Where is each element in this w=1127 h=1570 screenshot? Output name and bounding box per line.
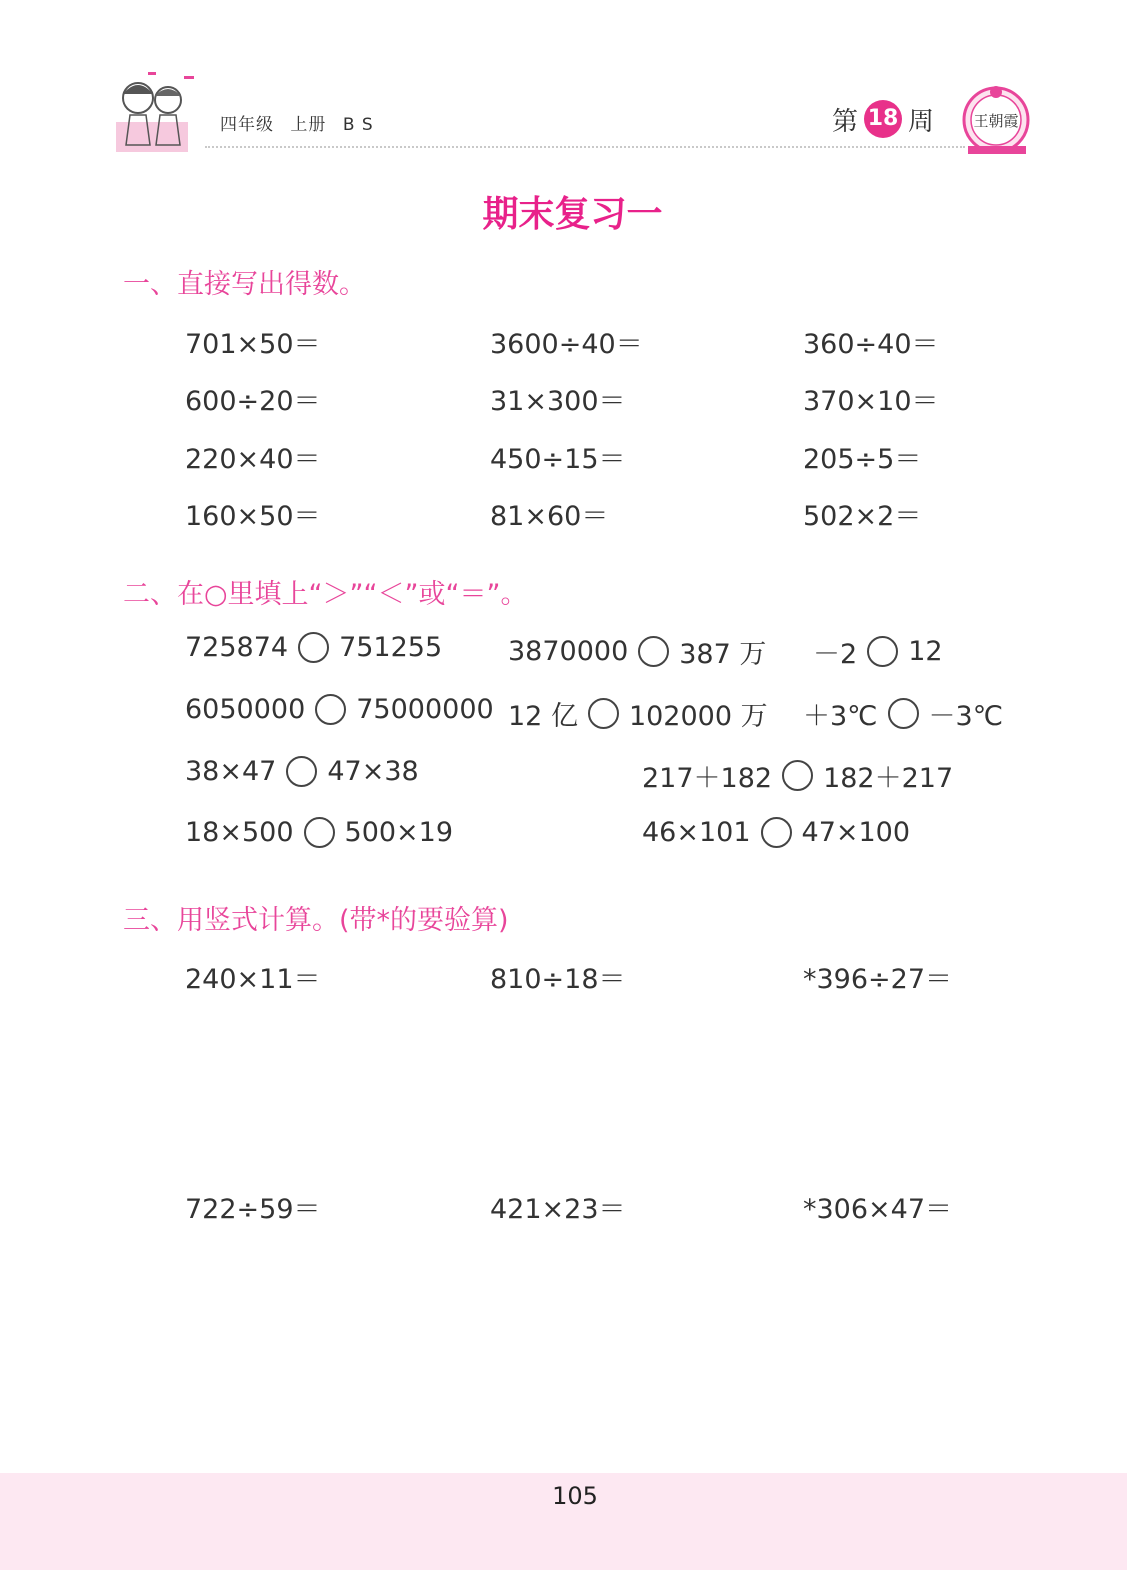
compare-right: －3℃ [928,701,1004,732]
week-indicator [832,100,934,138]
answer-circle[interactable] [286,756,317,787]
grade-info [220,110,384,135]
compare-item-8 [642,756,953,795]
week-prefix: 第 [832,106,859,137]
s3-item-r2c1: 722÷59＝ [185,1194,321,1225]
compare-item-7 [185,756,419,787]
answer-circle[interactable] [588,698,619,729]
compare-right: 47×100 [801,817,911,848]
brand-seal-logo [960,80,1035,158]
s1-item-r4c1: 160×50＝ [185,501,321,532]
s1-item-r1c1: 701×50＝ [185,329,321,360]
s1-item-r1c2: 3600÷40＝ [490,329,643,360]
grade-label: 四年级 [220,115,274,135]
section2-heading: 二、在○里填上“＞”“＜”或“＝”。 [123,579,528,610]
compare-left: －2 [813,639,858,670]
answer-circle[interactable] [761,817,792,848]
compare-left: 6050000 [185,694,306,725]
s3-item-r2c2: 421×23＝ [490,1194,626,1225]
s3-item-r1c2: 810÷18＝ [490,964,626,995]
kids-illustration [108,70,203,155]
compare-item-4 [185,694,494,725]
answer-circle[interactable] [782,760,813,791]
s1-item-r4c3: 502×2＝ [803,501,922,532]
answer-circle[interactable] [298,632,329,663]
compare-right: 387 万 [679,639,767,670]
page-title: 期末复习一 [482,194,663,235]
s1-item-r2c1: 600÷20＝ [185,386,321,417]
compare-right: 500×19 [344,817,454,848]
compare-item-2 [508,632,766,671]
compare-left: ＋3℃ [803,701,878,732]
seal-text: 王朝霞 [973,112,1019,130]
compare-left: 217＋182 [642,763,773,794]
edition-label: B S [342,115,374,135]
compare-item-10 [642,817,910,848]
s1-item-r1c3: 360÷40＝ [803,329,939,360]
volume-label: 上册 [290,115,327,135]
compare-right: 182＋217 [823,763,954,794]
compare-left: 18×500 [185,817,294,848]
s1-item-r2c3: 370×10＝ [803,386,939,417]
compare-right: 47×38 [327,756,419,787]
compare-left: 12 亿 [508,701,578,732]
answer-circle[interactable] [888,698,919,729]
s1-item-r3c1: 220×40＝ [185,444,321,475]
answer-circle[interactable] [304,817,335,848]
compare-item-5 [508,694,768,733]
section3-heading: 三、用竖式计算。(带*的要验算) [123,905,509,936]
answer-circle[interactable] [638,636,669,667]
s1-item-r2c2: 31×300＝ [490,386,626,417]
compare-right: 12 [908,636,943,667]
s1-item-r4c2: 81×60＝ [490,501,609,532]
compare-left: 725874 [185,632,289,663]
compare-right: 102000 万 [628,701,768,732]
compare-item-1 [185,632,442,663]
compare-left: 46×101 [642,817,751,848]
s3-item-r1c1: 240×11＝ [185,964,321,995]
compare-left: 3870000 [508,636,629,667]
header-divider [205,146,965,148]
answer-circle[interactable] [867,636,898,667]
week-suffix: 周 [908,106,935,137]
answer-circle[interactable] [315,694,346,725]
s1-item-r3c2: 450÷15＝ [490,444,626,475]
week-number-badge: 18 [864,100,902,138]
page-number: 105 [552,1482,598,1510]
s3-item-r1c3: *396÷27＝ [803,964,953,995]
compare-right: 75000000 [356,694,494,725]
section1-heading: 一、直接写出得数。 [123,269,366,300]
compare-item-9 [185,817,453,848]
compare-right: 751255 [339,632,443,663]
compare-item-3 [813,632,943,671]
compare-item-6 [803,694,1003,733]
s1-item-r3c3: 205÷5＝ [803,444,922,475]
compare-left: 38×47 [185,756,277,787]
s3-item-r2c3: *306×47＝ [803,1194,953,1225]
